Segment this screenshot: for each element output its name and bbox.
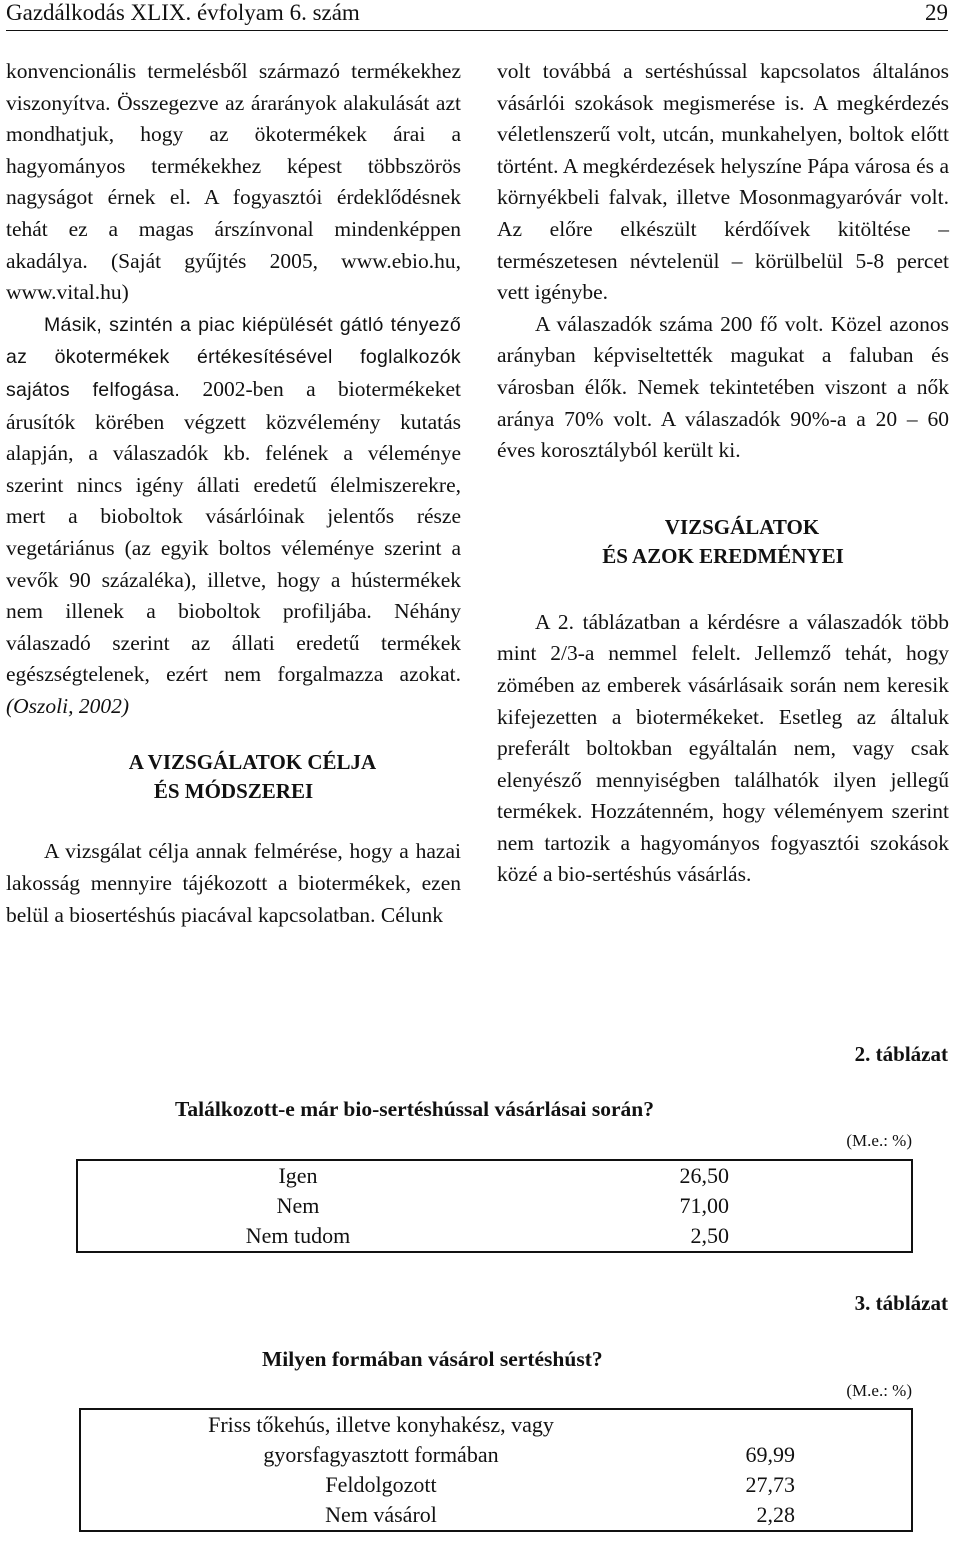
section-title-line: VIZSGÁLATOK (664, 514, 820, 539)
row-label: Nem (276, 1193, 320, 1218)
paragraph: konvencionális termelésből származó termékekhez viszonyítva. Összegezve az árarányok alakulását azt mondhatjuk, hogy az ökotermékek árai a hagyományos termékekhez képest többszörös nagyságot érnek el. A fogyasztói érdeklődésnek tehát ez a magas árszínvonal mindenképpen akadálya. (Saját gyűjtés 2005, www.ebio.hu, www.vital.hu) (6, 59, 461, 305)
section-title (497, 513, 949, 571)
paragraph: A vizsgálat célja annak felmérése, hogy a hazai lakosság mennyire tájékozott a biotermékek, ezen belül a biosertéshús piacával kapcsolatban. Célunk (6, 839, 461, 927)
row-value: 2,28 (756, 1502, 795, 1527)
table-label: 2. táblázat (854, 1042, 948, 1066)
table-label: 3. táblázat (854, 1291, 948, 1315)
row-label: Igen (278, 1163, 318, 1188)
citation: (Oszoli, 2002) (6, 693, 130, 718)
row-label-line: gyorsfagyasztott formában (263, 1442, 499, 1467)
table-row (80, 1500, 912, 1531)
left-column (6, 56, 461, 931)
paragraph: A válaszadók száma 200 fő volt. Közel azonos arányban képviseltették magukat a faluban és városban élők. Nemek tekintetében viszont a nők aránya 70% volt. A válaszadók 90%-a a 20 – 60 éves korosztályból került ki. (497, 311, 949, 463)
paragraph: A 2. táblázatban a kérdésre a válaszadók több mint 2/3-a nemmel felelt. Jellemző tehát, hogy zömében az emberek vásárlásaik során nem keresik kifejezetten a biotermékeket. Esetleg az általuk preferált boltokban egyáltalán nem, vagy csak elenyésző mennyiségben találhatók ilyen jellegű termékek. Hozzátenném, hogy véleményem szerint nem tartozik a hagyományos fogyasztói szokások közé a bio-sertéshús vásárlás. (497, 609, 949, 887)
unit-note: (M.e.: %) (846, 1131, 912, 1150)
paragraph: volt továbbá a sertéshússal kapcsolatos általános vásárlói szokások megismerése is. A megkérdezés véletlenszerű volt, utcán, munkahelyen, boltok előtt történt. A megkérdezések helyszíne Pápa városa és a környékbeli falvak, illetve Mosonmagyaróvár volt. Az előre elkészült kérdőívek kitöltése – természetesen névtelenül – körülbelül 5-8 percet vett igénybe. (497, 59, 949, 305)
page-number: 29 (925, 0, 948, 25)
row-label: Nem vásárol (325, 1502, 437, 1527)
row-label (80, 1409, 681, 1470)
row-value: 26,50 (679, 1163, 729, 1188)
data-table (76, 1159, 913, 1253)
table-row (80, 1409, 912, 1470)
row-value: 2,50 (690, 1223, 729, 1248)
row-label: Nem tudom (245, 1223, 351, 1248)
row-label-line: Friss tőkehús, illetve konyhakész, vagy (208, 1412, 554, 1437)
data-table (79, 1408, 913, 1532)
right-column (497, 56, 949, 891)
section-title-line: A VIZSGÁLATOK CÉLJA (128, 750, 377, 775)
section-title-line: ÉS AZOK EREDMÉNYEI (602, 543, 844, 568)
paragraph-text: 2002-ben a biotermékeket árusítók körében végzett közvélemény kutatás alapján, a válaszadók kb. felének a véleménye szerint nincs igény állati eredetű élelmiszerekre, mert a bioboltok vásárlóinak jelentős része vegetáriánus (az egyik boltos véleménye szerint a vevők 90 százaléka), illetve, hogy a hústermékek nem illenek a bioboltok profiljába. Néhány válaszadó szerint az állati eredetű termékek egészségtelenek, ezért nem forgalmazza azokat. (6, 376, 461, 687)
table-title: Milyen formában vásárol sertéshúst? (262, 1347, 603, 1371)
table-row (77, 1191, 912, 1221)
table-title: Találkozott-e már bio-sertéshússal vásárlásai során? (175, 1097, 654, 1121)
journal-title: Gazdálkodás XLIX. évfolyam 6. szám (6, 0, 360, 25)
table-row (80, 1470, 912, 1500)
running-header (6, 0, 948, 31)
row-value: 71,00 (679, 1193, 729, 1218)
section-title-line: ÉS MÓDSZEREI (153, 779, 314, 804)
unit-note: (M.e.: %) (846, 1381, 912, 1400)
paragraph (6, 309, 461, 723)
section-title (6, 748, 461, 806)
row-value: 69,99 (745, 1442, 795, 1467)
table-row (77, 1160, 912, 1191)
paragraph-sans-text: Másik, szintén a piac kiépülését gátló tényező az ökotermékek értékesítésével foglalkozók sajátos felfogása. (6, 313, 461, 401)
row-value: 27,73 (745, 1472, 795, 1497)
row-label: Feldolgozott (325, 1472, 437, 1497)
table-row (77, 1221, 912, 1252)
